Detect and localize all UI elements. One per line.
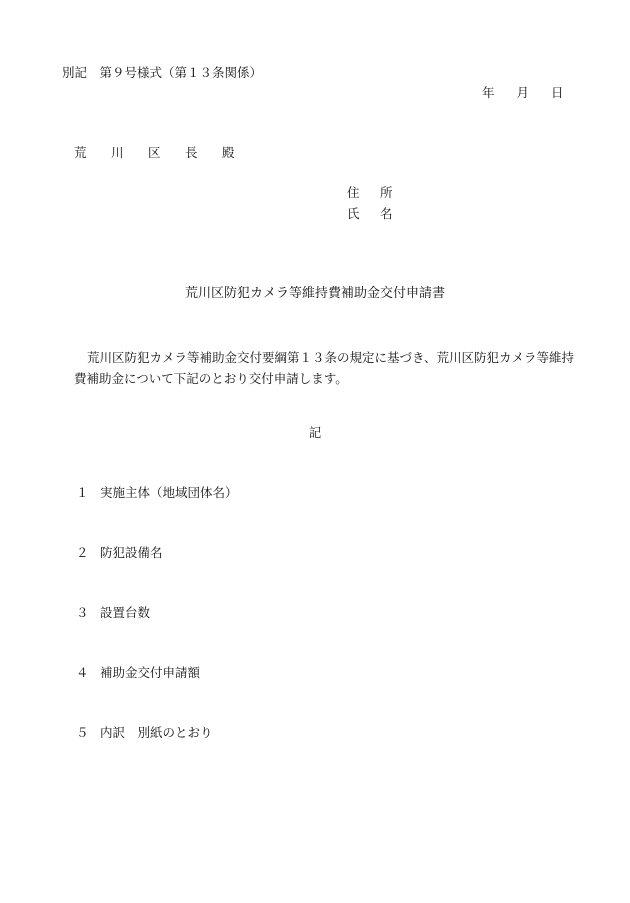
list-item [76,667,200,680]
name-label: 氏 名 [347,206,397,221]
date-day-label: 日 [551,85,564,100]
item-label: 実施主体（地域団体名） [100,485,238,500]
list-item [76,607,150,620]
item-label: 補助金交付申請額 [100,665,201,680]
applicant-block [347,187,397,229]
list-item [76,487,238,500]
date-line [482,87,564,100]
list-item [76,727,213,740]
date-year-label: 年 [482,85,495,100]
item-label: 設置台数 [100,605,151,620]
date-month-label: 月 [516,85,530,100]
form-reference: 別記 第９号様式（第１３条関係） [62,65,263,80]
ki-heading: 記 [308,425,322,440]
item-label: 防犯設備名 [100,545,163,560]
item-label: 内訳 別紙のとおり [100,725,213,740]
item-number: １ [76,485,89,500]
item-number: ２ [76,545,89,560]
document-title: 荒川区防犯カメラ等維持費補助金交付申請書 [184,286,445,301]
item-number: ３ [76,605,89,620]
item-number: ５ [76,725,89,740]
address-label: 住 所 [347,185,397,200]
addressee: 荒 川 区 長 殿 [74,145,241,160]
application-statement: 荒川区防犯カメラ等補助金交付要綱第１３条の規定に基づき、荒川区防犯カメラ等維持費補助金について下記のとおり交付申請します。 [74,350,575,386]
list-item [76,547,163,560]
item-number: ４ [76,665,89,680]
